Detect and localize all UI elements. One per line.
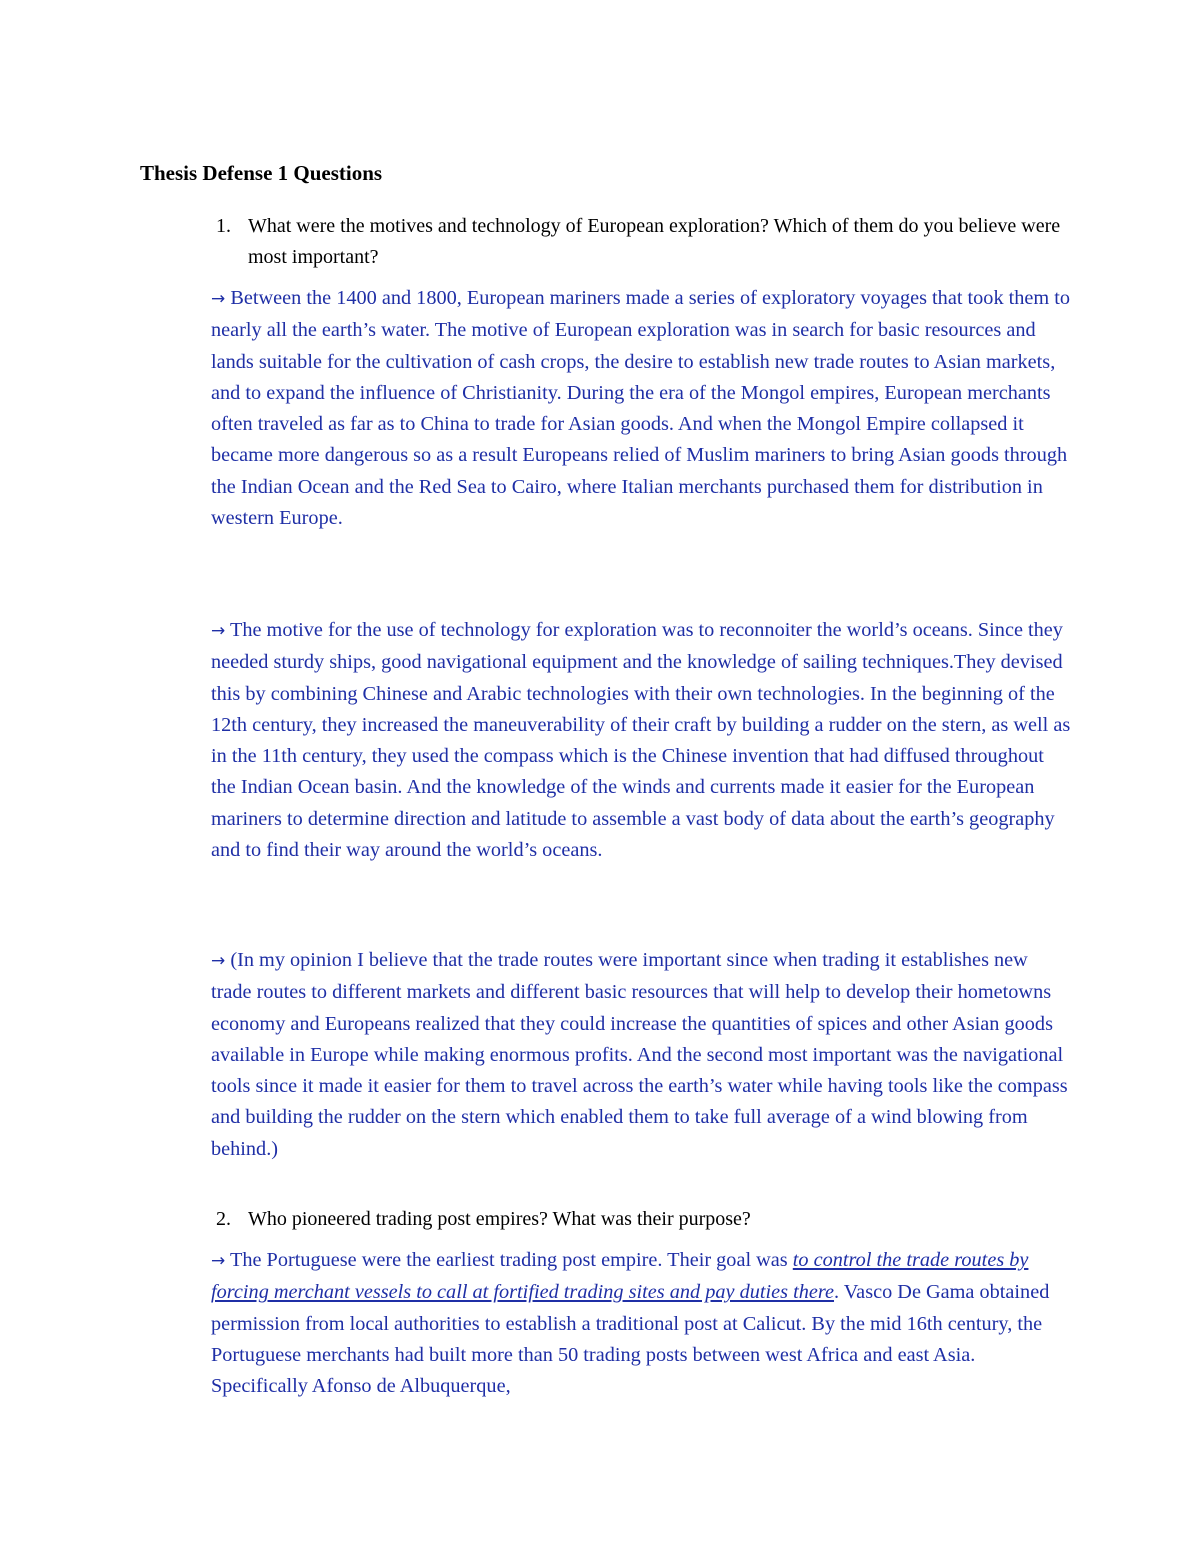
answer-2-text-before: The Portuguese were the earliest trading post empire. Their goal was — [225, 1249, 793, 1271]
answer-1-paragraph-3 — [211, 945, 1073, 1165]
answer-2-highlight: to control the trade routes by forcing merchant vessels to call at fortified trading sites and pay duties there — [211, 1249, 1029, 1304]
arrow-icon: → — [211, 1251, 226, 1271]
answer-1-paragraph-3-text: (In my opinion I believe that the trade routes were important since when trading it establishes new trade routes to different markets and different basic resources that will help to develop their hometowns economy and Europeans realized that they could increase the quantities of spices and other Asian goods available in Europe while making enormous profits. And the second most important was the navigational tools since it made it easier for them to travel across the earth’s water while having tools like the compass and building the rudder on the stern which enabled them to take full average of a wind blowing from behind.) — [211, 949, 1068, 1160]
answer-2-paragraph — [211, 1245, 1073, 1402]
answer-1-paragraph-1-text: Between the 1400 and 1800, European mariners made a series of exploratory voyages that took them to nearly all the earth’s water. The motive of European exploration was in search for basic resources and lands suitable for the cultivation of cash crops, the desire to establish new trade routes to Asian markets, and to expand the influence of Christianity. During the era of the Mongol empires, European merchants often traveled as far as to China to trade for Asian goods. And when the Mongol Empire collapsed it became more dangerous so as a result Europeans relied of Muslim mariners to bring Asian goods through the Indian Ocean and the Red Sea to Cairo, where Italian merchants purchased them for distribution in western Europe. — [211, 287, 1071, 530]
question-1-text: What were the motives and technology of European exploration? Which of them do you believe were most important? — [248, 215, 1061, 268]
question-1-number: 1. — [216, 215, 231, 237]
answer-2-text-after: . Vasco De Gama obtained permission from local authorities to establish a traditional post at Calicut. By the mid 16th century, the Portuguese merchants had built more than 50 trading posts between west Africa and east Asia. Specifically Afonso de Albuquerque, — [211, 1281, 1050, 1398]
arrow-icon: → — [211, 951, 226, 971]
question-2-text: Who pioneered trading post empires? What was their purpose? — [248, 1208, 751, 1230]
document-title: Thesis Defense 1 Questions — [140, 161, 383, 185]
arrow-icon: → — [211, 621, 226, 641]
answer-1-paragraph-1 — [211, 283, 1073, 534]
answer-1-paragraph-2 — [211, 615, 1073, 866]
answer-1-paragraph-2-text: The motive for the use of technology for exploration was to reconnoiter the world’s oceans. Since they needed sturdy ships, good navigational equipment and the knowledge of sailing techniques.They devised this by combining Chinese and Arabic technologies with their own technologies. In the beginning of the 12th century, they increased the maneuverability of their craft by building a rudder on the stern, as well as in the 11th century, they used the compass which is the Chinese invention that had diffused throughout the Indian Ocean basin. And the knowledge of the winds and currents made it easier for the European mariners to determine direction and latitude to assemble a vast body of data about the earth’s geography and to find their way around the world’s oceans. — [211, 619, 1071, 862]
arrow-icon: → — [211, 289, 226, 309]
question-2-number: 2. — [216, 1208, 231, 1230]
